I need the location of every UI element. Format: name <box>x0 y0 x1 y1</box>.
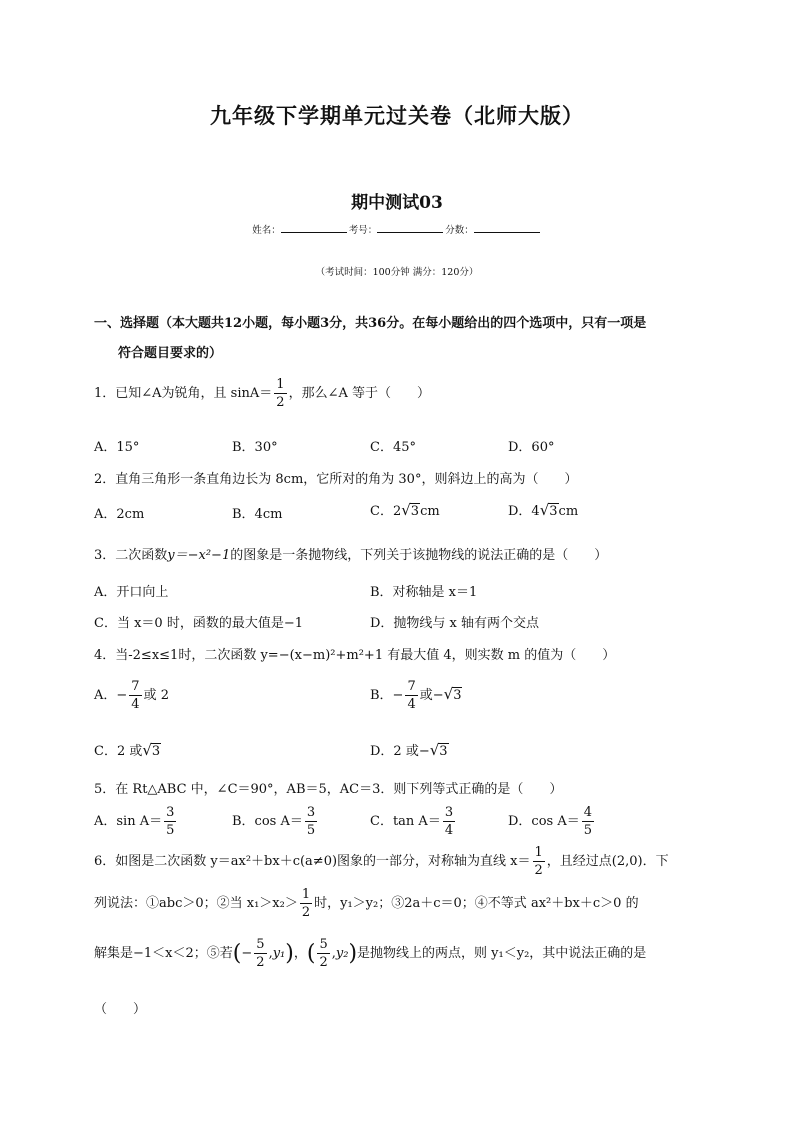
question-6-line3: 解集是−1＜x＜2；⑤若(− $\frac{5}{2}$ ,y₁)，( $\frac{5}{2}$ ,y₂)是抛物线上的两点，则 y₁＜y₂，其中说法正确的是 <box>94 937 647 970</box>
exam-subtitle: 期中测试03 <box>351 193 443 213</box>
q3-option-b[interactable]: B．对称轴是 x＝1 <box>370 585 478 600</box>
section-heading-line2: 符合题目要求的） <box>118 346 223 361</box>
question-1-stem: 1．已知∠A为锐角，且 sinA＝ $\frac{1}{2}$ ，那么∠A 等于（ ） <box>94 377 430 410</box>
q1-option-a[interactable]: A．15° <box>94 440 140 455</box>
q2-option-c[interactable]: C．2√3cm <box>370 501 440 519</box>
q5-option-b[interactable]: B．cos A＝ $\frac{3}{5}$ <box>232 805 316 838</box>
number-label: 考号： <box>348 225 378 236</box>
score-blank[interactable] <box>474 222 540 233</box>
q3-option-a[interactable]: A．开口向上 <box>94 585 169 600</box>
q4-option-d[interactable]: D．2 或−√3 <box>370 741 448 759</box>
exam-note: （考试时间：100分钟 满分：120分） <box>315 267 479 278</box>
q5-option-a[interactable]: A．sin A＝ $\frac{3}{5}$ <box>94 805 175 838</box>
q5-option-d[interactable]: D．cos A＝ $\frac{4}{5}$ <box>508 805 593 838</box>
q1-option-c[interactable]: C．45° <box>370 440 416 455</box>
question-6-answer-bracket[interactable]: （ ） <box>94 1002 147 1017</box>
page-title: 九年级下学期单元过关卷（北师大版） <box>210 103 584 128</box>
question-2-stem: 2．直角三角形一条直角边长为 8cm，它所对的角为 30°，则斜边上的高为（ ） <box>94 472 578 487</box>
question-4-stem: 4．当-2≤x≤1时，二次函数 y=−(x−m)²+m²+1 有最大值 4，则实数 m 的值为（ ） <box>94 648 616 663</box>
q4-option-a[interactable]: A．− $\frac{7}{4}$ 或 2 <box>94 679 169 712</box>
q2-option-a[interactable]: A．2cm <box>94 507 145 522</box>
fraction: $\frac{1}{2}$ <box>276 377 285 410</box>
question-6-line1: 6．如图是二次函数 y＝ax²＋bx＋c(a≠0)图象的一部分，对称轴为直线 x＝ $\frac{1}{2}$ ，且经过点(2,0)．下 <box>94 845 669 878</box>
q2-option-d[interactable]: D．4√3cm <box>508 501 579 519</box>
q4-option-b[interactable]: B．− $\frac{7}{4}$ 或−√3 <box>370 679 462 712</box>
student-info-row <box>0 222 794 236</box>
q3-option-c[interactable]: C．当 x＝0 时，函数的最大值是−1 <box>94 616 303 631</box>
name-blank[interactable] <box>281 222 347 233</box>
name-label: 姓名： <box>252 225 281 236</box>
question-5-stem: 5．在 Rt△ABC 中，∠C＝90°，AB＝5，AC＝3．则下列等式正确的是（ ） <box>94 782 563 797</box>
question-3-stem: 3．二次函数y＝−x²−1的图象是一条抛物线，下列关于该抛物线的说法正确的是（ ） <box>94 548 608 563</box>
question-6-line2: 列说法：①abc＞0；②当 x₁＞x₂＞ $\frac{1}{2}$ 时，y₁＞y₂；③2a＋c＝0；④不等式 ax²＋bx＋c＞0 的 <box>94 887 639 920</box>
number-blank[interactable] <box>377 222 443 233</box>
section-heading-line1: 一、选择题（本大题共12小题，每小题3分，共36分。在每小题给出的四个选项中，只有一项是 <box>94 316 647 331</box>
q3-option-d[interactable]: D．抛物线与 x 轴有两个交点 <box>370 616 540 631</box>
q5-option-c[interactable]: C．tan A＝ $\frac{3}{4}$ <box>370 805 454 838</box>
score-label: 分数： <box>445 225 474 236</box>
q4-option-c[interactable]: C．2 或√3 <box>94 741 161 759</box>
q2-option-b[interactable]: B．4cm <box>232 507 283 522</box>
q1-option-d[interactable]: D．60° <box>508 440 555 455</box>
q1-option-b[interactable]: B．30° <box>232 440 278 455</box>
